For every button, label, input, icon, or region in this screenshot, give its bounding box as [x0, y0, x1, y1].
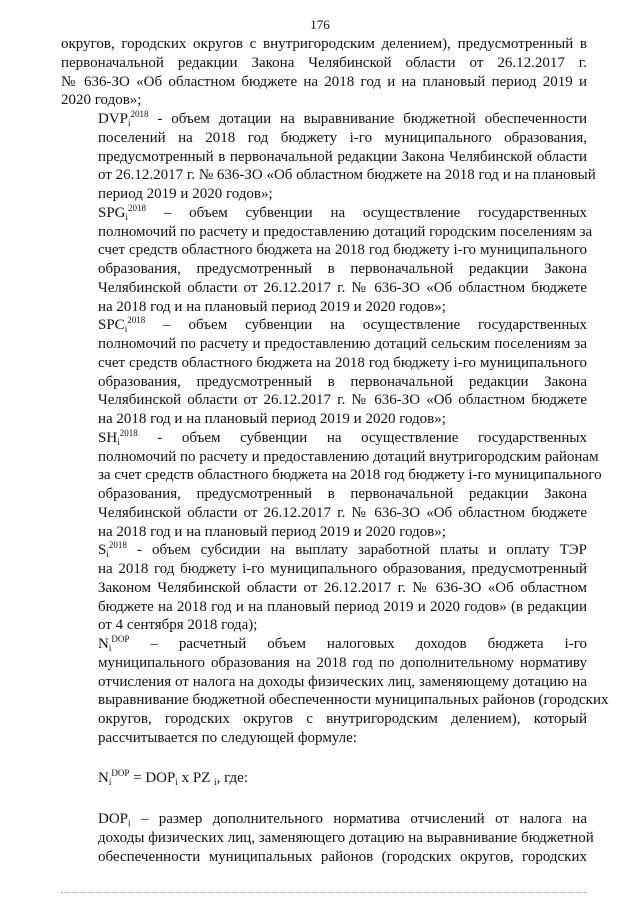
page-number: 176 — [310, 17, 330, 32]
term-symbol: SPC — [98, 317, 125, 334]
text-line: отчисления от налога на доходы физических лиц, заменяющему дотацию на — [98, 673, 587, 690]
term-subscript: i — [128, 818, 131, 829]
sh-definition — [61, 427, 602, 542]
term-superscript: 2018 — [127, 315, 146, 326]
term-superscript: 2018 — [130, 109, 149, 119]
term-superscript: DOP — [111, 634, 130, 644]
text-line: округов, городских округов с внутригородским делением), предусмотренный в — [61, 36, 587, 52]
intro-paragraph — [61, 35, 587, 110]
definition-text: – объем субвенции на осуществление государственных — [145, 317, 587, 334]
text-line: обеспеченности муниципальных районов (городских округов, городских — [98, 848, 587, 865]
term-symbol: DOP — [98, 811, 129, 828]
spc-definition — [61, 316, 587, 429]
definition-text: – размер дополнительного норматива отчислений от налога на — [130, 811, 587, 828]
text-line: первоначальной редакции Закона Челябинской области от 26.12.2017 г. — [61, 54, 587, 71]
text-line: за счет средств областного бюджета на 2018 год бюджету i-го муниципального — [98, 467, 602, 484]
text-line: счет средств областного бюджета на 2018 год бюджету i-го муниципального — [98, 354, 587, 371]
text-line: Челябинской области от 26.12.2017 г. № 636-ЗО «Об областном бюджете — [98, 504, 587, 521]
formula-dop-subscript: i — [175, 776, 178, 787]
text-line: образования, предусмотренный в первоначальной редакции Закона — [98, 373, 587, 390]
term-subscript: i — [124, 324, 128, 335]
formula-pz-subscript: i — [214, 776, 217, 787]
term-superscript: 2018 — [128, 202, 147, 213]
text-line: образования, предусмотренный в первоначальной редакции Закона — [98, 486, 587, 502]
definition-text: - объем дотации на выравнивание бюджетной обеспеченности — [148, 111, 587, 127]
text-line: полномочий по расчету и предоставлению дотаций сельским поселениям за — [98, 336, 587, 352]
definition-first-line — [61, 541, 587, 560]
text-line: выравнивание бюджетной обеспеченности муниципальных районов (городских — [98, 692, 609, 709]
term-subscript: i — [125, 211, 129, 222]
spg-definition — [61, 202, 593, 317]
term-subscript: i — [117, 436, 120, 447]
term-symbol: N — [98, 636, 109, 652]
definition-first-line — [61, 810, 587, 829]
text-line: период 2019 и 2020 годов»; — [98, 186, 273, 202]
formula-lhs: N — [98, 769, 109, 786]
text-line: на 2018 год бюджету i-го муниципального образования, предусмотренный — [98, 561, 587, 577]
definition-first-line — [61, 204, 587, 223]
text-line: от 4 сентября 2018 года); — [98, 617, 258, 634]
term-subscript: i — [128, 118, 131, 128]
term-subscript: i — [106, 549, 109, 560]
definition-text: – расчетный объем налоговых доходов бюджета i-го — [129, 636, 587, 652]
n-dop-definition — [61, 634, 609, 748]
text-line: округов, городских округов с внутригородским делением), который — [98, 711, 587, 727]
text-line: поселений на 2018 год бюджету i-го муниципального образования, — [98, 129, 587, 146]
text-line: 2020 годов»; — [61, 92, 142, 109]
text-line: № 636-ЗО «Об областном бюджете на 2018 год и на плановый период 2019 и — [61, 73, 587, 90]
text-line: полномочий по расчету и предоставлению дотаций внутригородским районам — [98, 448, 599, 465]
term-symbol: SH — [98, 429, 118, 446]
dop-definition — [61, 810, 594, 866]
text-line: образования, предусмотренный в первоначальной редакции Закона — [98, 261, 587, 277]
text-line: Челябинской области от 26.12.2017 г. № 636-ЗО «Об областном бюджете — [98, 392, 587, 409]
bottom-scan-edge — [61, 892, 587, 893]
definition-text: - объем субвенции на осуществление государственных — [137, 429, 587, 446]
definition-text: – объем субвенции на осуществление государственных — [146, 204, 587, 221]
definition-first-line — [61, 429, 587, 448]
formula-tail: , где: — [216, 769, 249, 786]
s-definition — [61, 541, 587, 635]
definition-text: - объем субсидии на выплату заработной платы и оплату ТЭР — [126, 542, 587, 559]
text-line: от 26.12.2017 г. № 636-ЗО «Об областном бюджете на 2018 год и на плановый — [98, 167, 596, 184]
text-line: рассчитывается по следующей формуле: — [98, 729, 357, 746]
term-symbol: S — [98, 542, 107, 559]
text-line: полномочий по расчету и предоставлению дотаций городским поселениям за — [98, 223, 593, 240]
text-line: счет средств областного бюджета на 2018 год бюджету i-го муниципального — [98, 242, 587, 259]
formula-rhs-dop: = DOP — [129, 769, 176, 786]
document-body — [61, 35, 609, 867]
dvp-definition — [61, 109, 596, 204]
formula-lhs-subscript: i — [108, 776, 112, 787]
formula-lhs-superscript: DOP — [111, 767, 130, 778]
text-line: доходы физических лиц, заменяющего дотацию на выравнивание бюджетной — [98, 830, 594, 846]
definition-first-line — [61, 316, 587, 335]
text-line: бюджете на 2018 год и на плановый период 2019 и 2020 годов» (в редакции — [98, 598, 587, 615]
term-superscript: 2018 — [108, 540, 127, 551]
text-line: муниципального образования на 2018 год по дополнительному нормативу — [98, 654, 587, 671]
definition-first-line — [61, 110, 587, 129]
text-line: на 2018 год и на плановый период 2019 и 2020 годов»; — [98, 298, 446, 315]
term-superscript: 2018 — [119, 427, 138, 438]
text-line: на 2018 год и на плановый период 2019 и 2020 годов»; — [98, 411, 446, 427]
term-symbol: SPG — [98, 204, 126, 221]
definition-first-line — [61, 635, 587, 654]
term-symbol: DVP — [98, 111, 129, 127]
text-line: предусмотренный в первоначальной редакции Закона Челябинской области — [98, 148, 587, 165]
text-line: на 2018 год и на плановый период 2019 и 2020 годов»; — [98, 523, 446, 540]
formula — [98, 769, 587, 788]
text-line: Законом Челябинской области от 26.12.2017 г. № 636-ЗО «Об областном — [98, 579, 587, 596]
term-subscript: i — [108, 643, 112, 653]
formula-rhs-pz: x PZ — [177, 769, 215, 786]
text-line: Челябинской области от 26.12.2017 г. № 636-ЗО «Об областном бюджете — [98, 279, 587, 296]
